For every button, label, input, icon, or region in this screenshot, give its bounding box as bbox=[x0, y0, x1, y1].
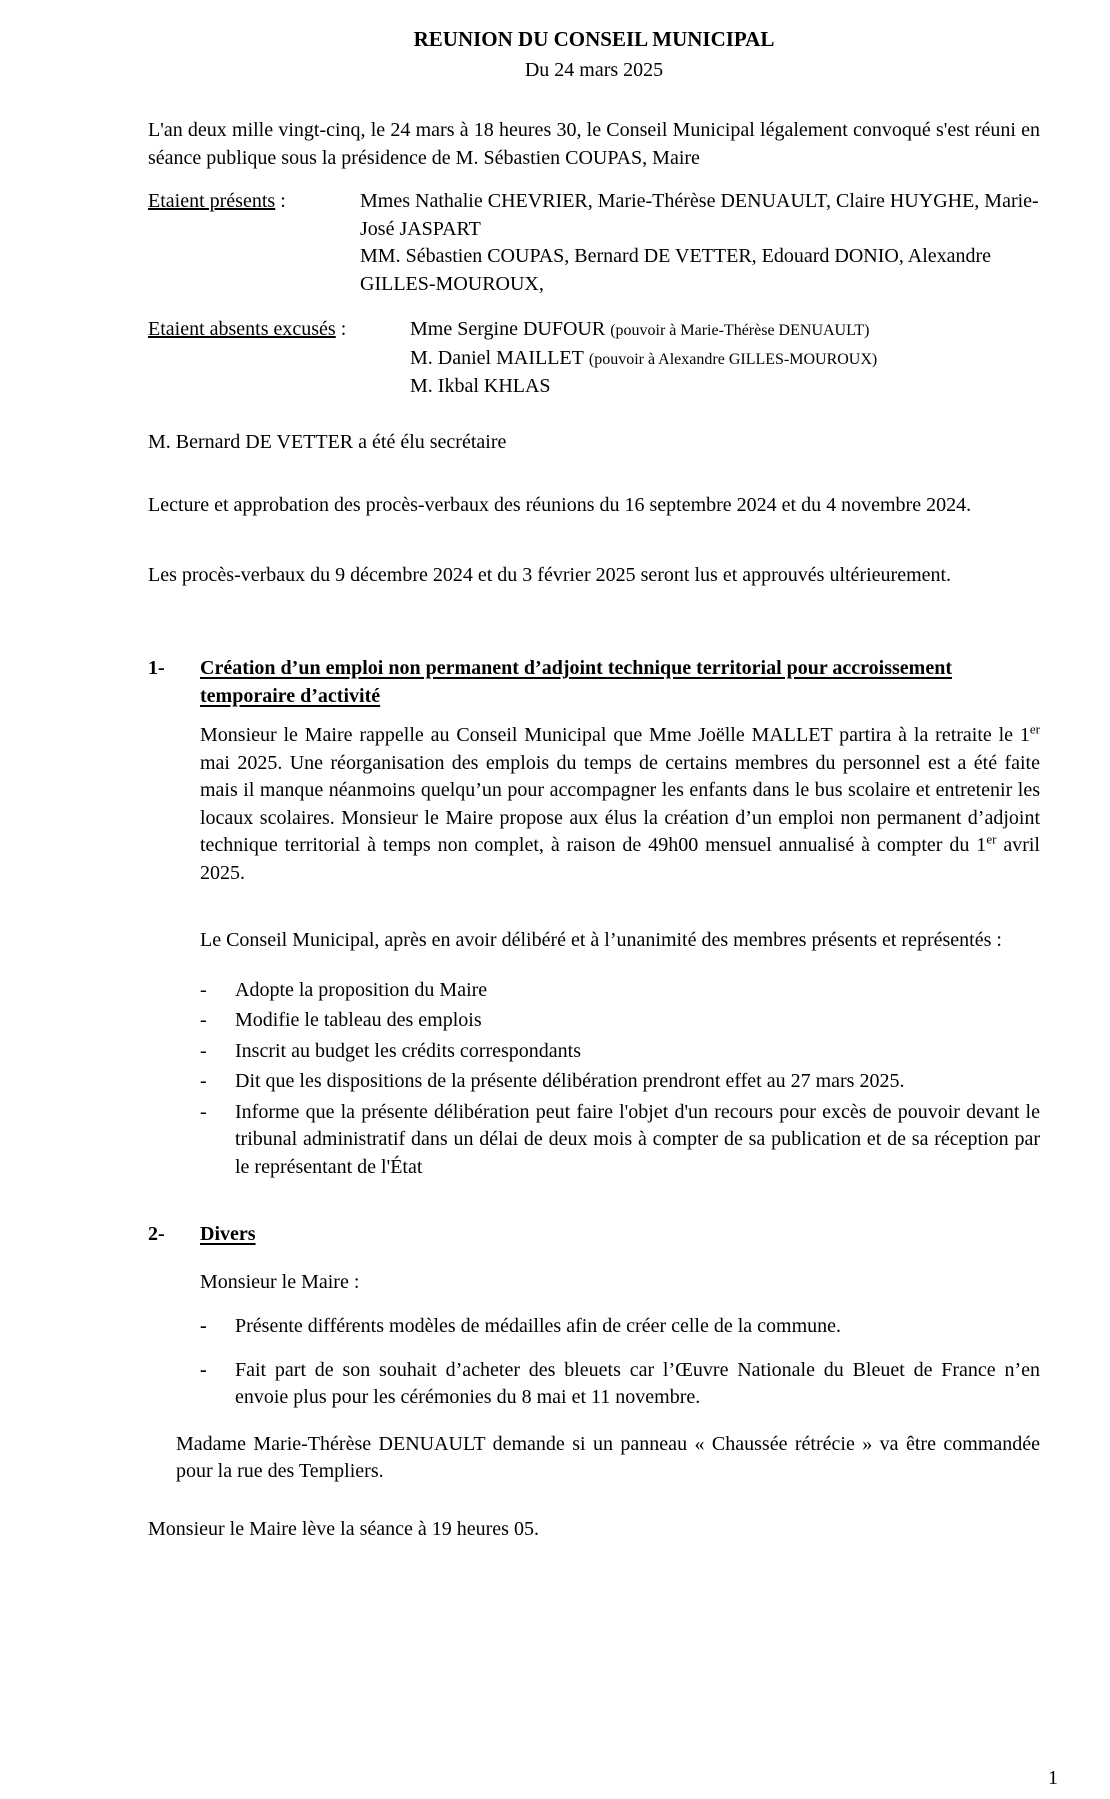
lecture-paragraph: Lecture et approbation des procès-verbaux des réunions du 16 septembre 2024 et du 4 novembre 2024. bbox=[148, 494, 972, 516]
section1-number: 1- bbox=[148, 657, 165, 679]
list-item bbox=[200, 1068, 1040, 1096]
bullet-text: Présente différents modèles de médailles afin de créer celle de la commune. bbox=[235, 1315, 842, 1337]
bullet-dash: - bbox=[200, 978, 207, 1001]
absent-pouvoir-2: (pouvoir à Alexandre GILLES-MOUROUX) bbox=[588, 350, 878, 368]
superscript-er-2: er bbox=[986, 831, 997, 847]
list-item bbox=[200, 977, 1040, 1005]
section1-paragraph-1-part-3: avril 2025. bbox=[200, 834, 1040, 884]
list-item bbox=[200, 1357, 1040, 1412]
bullet-dash: - bbox=[200, 1315, 207, 1337]
presents-label bbox=[148, 188, 360, 298]
absents-label bbox=[148, 316, 410, 401]
absents-block bbox=[148, 316, 1040, 401]
bullet-dash: - bbox=[200, 1100, 207, 1123]
section1-bullet-list bbox=[200, 977, 1040, 1182]
bullet-text: Fait part de son souhait d’acheter des bleuets car l’Œuvre Nationale du Bleuet de France n’en envoie plus pour les cérémonies du 8 mai et 11 novembre. bbox=[235, 1358, 1040, 1408]
proces-verbaux-paragraph: Les procès-verbaux du 9 décembre 2024 et du 3 février 2025 seront lus et approuvés ultérieurement. bbox=[148, 563, 952, 586]
absents-colon: : bbox=[335, 318, 347, 340]
absents-list bbox=[410, 316, 1040, 401]
absent-name-1: Mme Sergine DUFOUR bbox=[410, 318, 606, 340]
absent-name-2: M. Daniel MAILLET bbox=[410, 346, 584, 369]
section2-intro: Monsieur le Maire : bbox=[200, 1270, 360, 1293]
absent-pouvoir-1: (pouvoir à Marie-Thérèse DENUAULT) bbox=[610, 322, 870, 339]
presents-line-2: MM. Sébastien COUPAS, Bernard DE VETTER, Edouard DONIO, Alexandre GILLES-MOUROUX, bbox=[360, 245, 992, 295]
page-number: 1 bbox=[1048, 1767, 1058, 1789]
absents-line-1 bbox=[410, 316, 1040, 345]
section1-paragraph-1-part-1: Monsieur le Maire rappelle au Conseil Municipal que Mme Joëlle MALLET partira à la retraite le 1 bbox=[200, 724, 1030, 746]
absents-label-text: Etaient absents excusés bbox=[148, 318, 336, 340]
bullet-text: Inscrit au budget les crédits correspondants bbox=[235, 1039, 582, 1062]
bullet-dash: - bbox=[200, 1358, 207, 1381]
section1-title: Création d’un emploi non permanent d’adjoint technique territorial pour accroissement temporaire d’activité bbox=[200, 657, 953, 707]
presents-label-text: Etaient présents bbox=[148, 190, 276, 212]
list-item bbox=[200, 1313, 1040, 1341]
list-item bbox=[200, 1099, 1040, 1182]
closing-line: Monsieur le Maire lève la séance à 19 heures 05. bbox=[148, 1517, 539, 1540]
bullet-text: Informe que la présente délibération peut faire l'objet d'un recours pour excès de pouvoir devant le tribunal administratif dans un délai de deux mois à compter de sa publication et de sa réception par le représentant de l'État bbox=[235, 1100, 1040, 1178]
bullet-dash: - bbox=[200, 1009, 207, 1031]
denuault-paragraph: Madame Marie-Thérèse DENUAULT demande si un panneau « Chaussée rétrécie » va être commandée pour la rue des Templiers. bbox=[176, 1432, 1040, 1482]
presents-colon: : bbox=[275, 190, 286, 212]
bullet-text: Dit que les dispositions de la présente délibération prendront effet au 27 mars 2025. bbox=[235, 1070, 905, 1092]
absents-line-2 bbox=[410, 345, 1040, 374]
section1-heading bbox=[148, 655, 1040, 710]
section1-paragraph-1 bbox=[200, 722, 1040, 887]
absent-name-3: M. Ikbal KHLAS bbox=[410, 375, 551, 397]
list-item bbox=[200, 1038, 1040, 1066]
presents-line-1: Mmes Nathalie CHEVRIER, Marie-Thérèse DENUAULT, Claire HUYGHE, Marie-José JASPART bbox=[360, 190, 1039, 240]
bullet-text: Adopte la proposition du Maire bbox=[235, 978, 488, 1001]
presents-list bbox=[360, 188, 1040, 298]
section2-heading bbox=[148, 1221, 1040, 1249]
section2-title: Divers bbox=[200, 1223, 256, 1245]
section2-number: 2- bbox=[148, 1223, 165, 1245]
bullet-dash: - bbox=[200, 1070, 207, 1092]
bullet-dash: - bbox=[200, 1039, 207, 1062]
page-subtitle: Du 24 mars 2025 bbox=[524, 58, 664, 81]
section1-paragraph-2: Le Conseil Municipal, après en avoir délibéré et à l’unanimité des membres présents et représentés : bbox=[200, 929, 1002, 951]
page-title: REUNION DU CONSEIL MUNICIPAL bbox=[413, 27, 775, 51]
section1-paragraph-1-part-2: mai 2025. Une réorganisation des emplois du temps de certains membres du personnel est a été faite mais il manque néanmoins quelqu’un pour accompagner les enfants dans le bus scolaire et entretenir les locaux scolaires. Monsieur le Maire propose aux élus la création d’un emploi non permanent d’adjoint technique territorial à temps non complet, à raison de 49h00 mensuel annualisé à compter du 1 bbox=[200, 751, 1040, 856]
section2-bullet-list bbox=[200, 1313, 1040, 1412]
opening-paragraph: L'an deux mille vingt-cinq, le 24 mars à 18 heures 30, le Conseil Municipal légalement convoqué s'est réuni en séance publique sous la présidence de M. Sébastien COUPAS, Maire bbox=[148, 119, 1040, 169]
presents-block bbox=[148, 188, 1040, 298]
superscript-er-1: er bbox=[1029, 721, 1040, 737]
absents-line-3 bbox=[410, 373, 1040, 401]
bullet-text: Modifie le tableau des emplois bbox=[235, 1009, 482, 1031]
list-item bbox=[200, 1007, 1040, 1035]
secretary-line: M. Bernard DE VETTER a été élu secrétaire bbox=[148, 430, 507, 453]
